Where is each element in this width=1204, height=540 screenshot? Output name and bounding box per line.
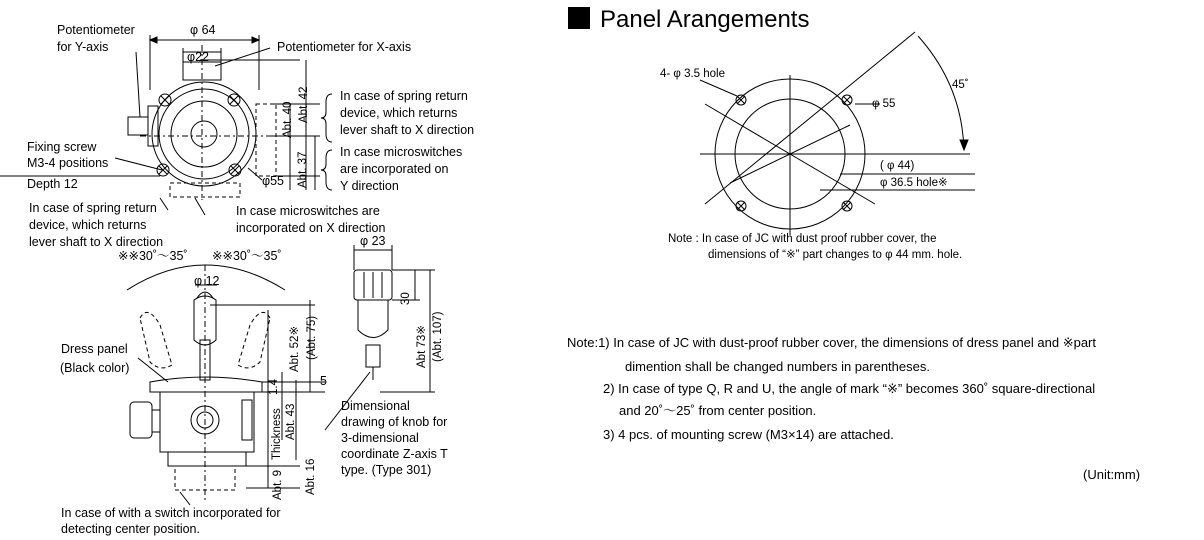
knob-desc-2: drawing of knob for — [341, 415, 448, 429]
spring-x-2: device, which returns — [29, 218, 147, 232]
note-3: 3) 4 pcs. of mounting screw (M3×14) are attached. — [603, 427, 894, 442]
t14-label: 1.4 — [268, 379, 280, 395]
spring-y-1: In case of spring return — [340, 89, 468, 103]
pot-y-label-2: for Y-axis — [57, 40, 109, 54]
dress-color-label: (Black color) — [60, 361, 130, 375]
dia22-label: φ22 — [187, 50, 210, 64]
thickness-label: Thickness — [271, 408, 283, 460]
note-2: 2) In case of type Q, R and U, the angle of mark “※” becomes 360˚ square-directional — [603, 381, 1096, 396]
knob-desc-1: Dimensional — [341, 399, 410, 413]
dress-panel-label: Dress panel — [61, 342, 128, 356]
fixing-label-3: Depth 12 — [27, 177, 78, 191]
five-label: 5 — [320, 374, 327, 388]
panel-note-2: dimensions of “※” part changes to φ 44 mm. hole. — [708, 249, 963, 261]
hole365-label: φ 36.5 hole※ — [880, 177, 948, 189]
spring-x-1: In case of spring return — [29, 201, 157, 215]
micro-y-3: Y direction — [340, 179, 399, 193]
micro-x-2: incorporated on X direction — [236, 221, 386, 235]
dia44-label: ( φ 44) — [880, 160, 915, 172]
panel-note-1: Note : In case of JC with dust proof rubber cover, the — [668, 233, 937, 245]
knob-desc-5: type. (Type 301) — [341, 463, 432, 477]
knob-desc-4: coordinate Z-axis T — [341, 447, 448, 461]
abt107-label: (Abt. 107) — [432, 311, 444, 362]
panel-dia55-label: φ 55 — [872, 98, 896, 110]
micro-y-1: In case microswitches — [340, 145, 463, 159]
d30-label: 30 — [400, 292, 412, 305]
abt40-label: Abt. 40 — [282, 101, 294, 138]
switch-note-2: detecting center position. — [61, 522, 200, 536]
pot-x-label: Potentiometer for X-axis — [277, 40, 412, 54]
abt37-label: Abt. 37 — [297, 151, 309, 188]
spring-x-3: lever shaft to X direction — [29, 235, 164, 249]
dia23-label: φ 23 — [360, 234, 386, 248]
hole-label: 4- φ 3.5 hole — [660, 68, 725, 80]
note-1b: dimention shall be changed numbers in parentheses. — [625, 359, 930, 374]
angle-left-label: ※※30˚～35˚ — [118, 249, 188, 263]
switch-note-1: In case of with a switch incorporated for — [61, 506, 281, 520]
fixing-label-1: Fixing screw — [27, 140, 97, 154]
note-2b: and 20˚～25˚ from center position. — [619, 403, 817, 418]
angle45-label: 45˚ — [952, 79, 969, 91]
side-view-drawing — [127, 265, 325, 505]
panel-title: Panel Arangements — [568, 6, 809, 34]
unit-label: (Unit:mm) — [1083, 467, 1141, 482]
angle-right-label: ※※30˚～35˚ — [212, 249, 282, 263]
micro-x-1: In case microswitches are — [236, 204, 380, 218]
spring-y-3: lever shaft to X direction — [340, 123, 475, 137]
dia64-label: φ 64 — [190, 23, 216, 37]
knob-desc-3: 3-dimensional — [341, 431, 419, 445]
title-square-icon — [568, 7, 590, 29]
micro-y-2: are incorporated on — [340, 162, 449, 176]
panel-drawing — [700, 32, 975, 235]
note-1: Note:1) In case of JC with dust-proof rubber cover, the dimensions of dress panel and ※part — [567, 335, 1097, 350]
abt52-label: Abt. 52※ — [289, 325, 301, 372]
pot-y-label-1: Potentiometer — [57, 23, 135, 37]
fixing-label-2: M3-4 positions — [27, 156, 109, 170]
dia12-label: φ 12 — [194, 274, 220, 288]
abt43-label: Abt. 43 — [285, 403, 297, 440]
abt73-label: Abt 73※ — [416, 325, 428, 368]
abt16-label: Abt. 16 — [305, 458, 317, 495]
dia55-label: φ55 — [262, 174, 285, 188]
abt9-label: Abt. 9 — [272, 469, 284, 500]
spring-y-2: device, which returns — [340, 106, 458, 120]
abt75-label: (Abt. 75) — [306, 315, 318, 360]
abt42-label: Abt. 42 — [298, 86, 310, 123]
